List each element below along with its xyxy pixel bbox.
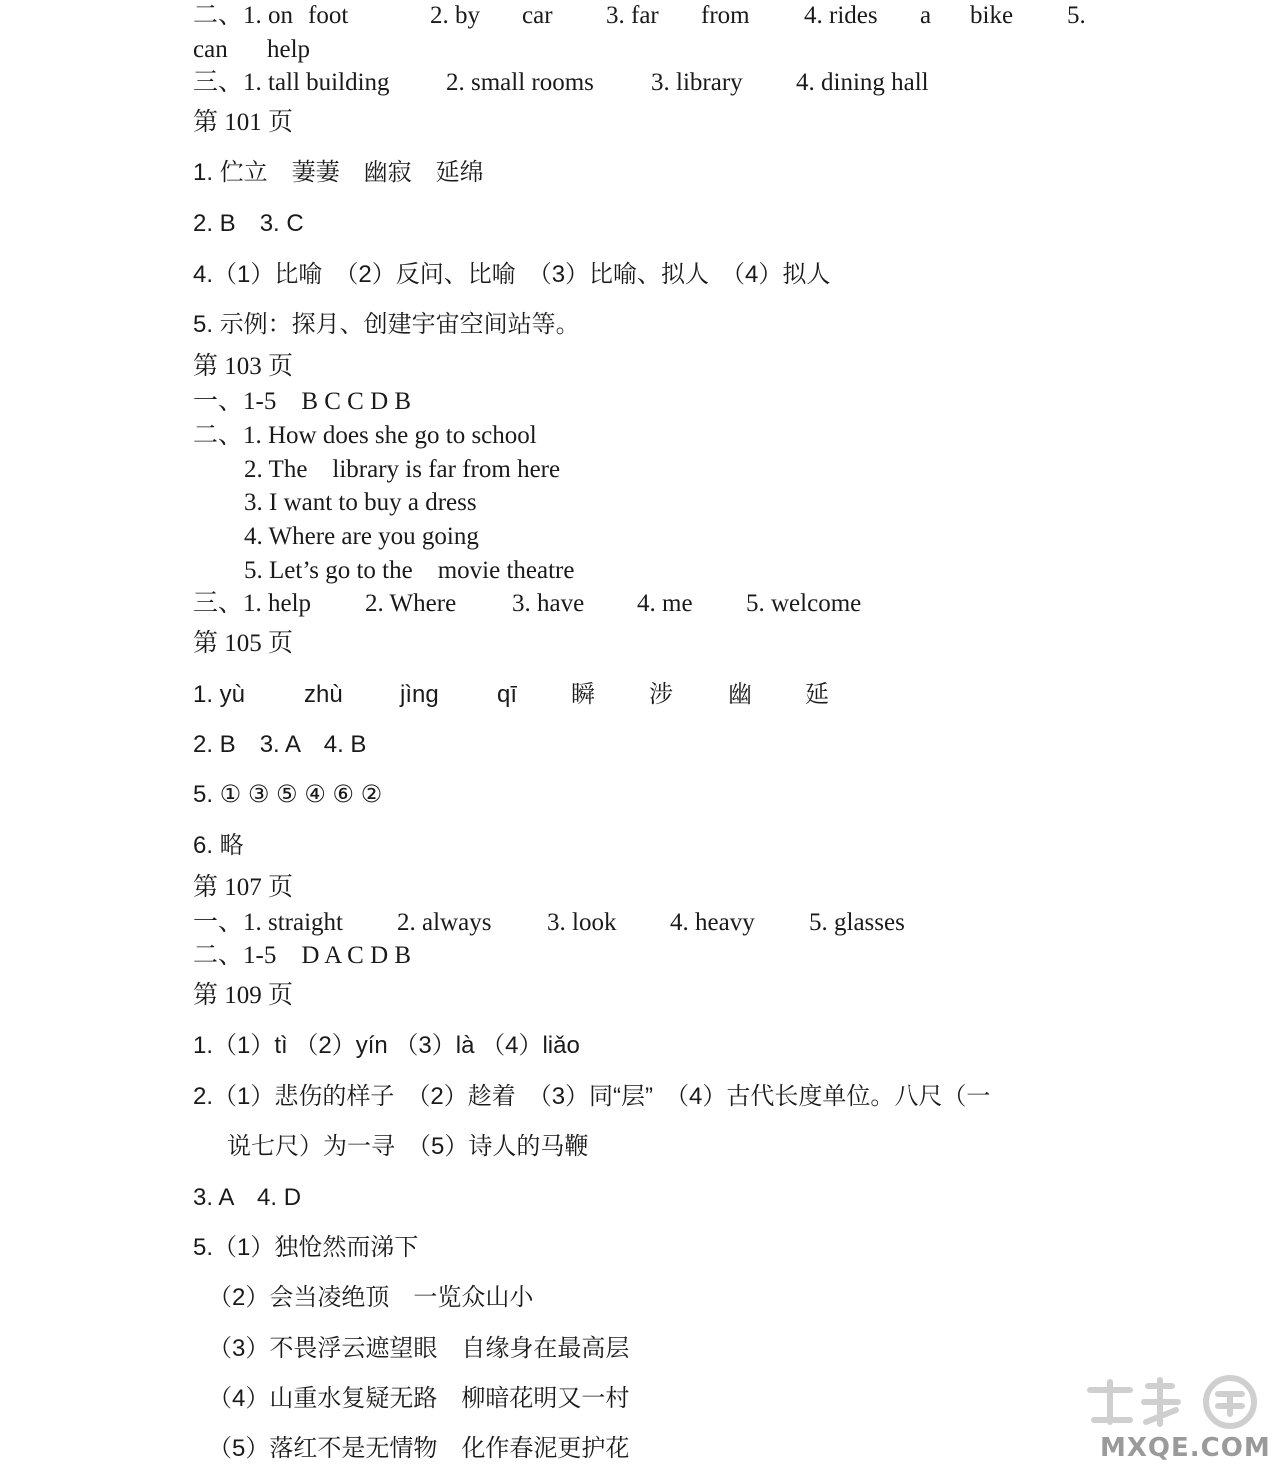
answer-text: 4. me xyxy=(637,590,693,617)
watermark-site-text: MXQE.COM xyxy=(1100,1433,1271,1463)
answer-text: 2. always xyxy=(397,909,492,936)
answer-line xyxy=(0,1135,1280,1165)
answer-text: 3. A 4. D xyxy=(193,1184,302,1211)
answer-text: 3. have xyxy=(512,590,585,617)
answer-text: 2. The library is far from here xyxy=(244,456,561,483)
answer-text: 三、1. help xyxy=(193,590,312,617)
answer-line xyxy=(0,457,1280,487)
answer-text: 三、1. tall building xyxy=(193,69,390,96)
answer-line xyxy=(0,1186,1280,1216)
answer-text: 4. dining hall xyxy=(796,69,929,96)
answer-line xyxy=(0,733,1280,763)
answer-line xyxy=(0,1236,1280,1266)
answer-text: 4. Where are you going xyxy=(244,523,479,550)
answer-text: 4.（1）比喻 （2）反问、比喻 （3）比喻、拟人 （4）拟人 xyxy=(193,261,831,288)
answer-line xyxy=(0,1034,1280,1064)
answer-line xyxy=(0,263,1280,293)
answer-text: car xyxy=(522,2,553,29)
answer-text: 1. 伫立 萋萋 幽寂 延绵 xyxy=(193,159,484,186)
answer-line xyxy=(0,313,1280,343)
answer-text: a xyxy=(920,2,932,29)
answer-text: 二、1-5 D A C D B xyxy=(193,942,412,969)
answer-text: 幽 xyxy=(728,681,752,708)
answer-line xyxy=(0,783,1280,813)
answer-text: （4）山重水复疑无路 柳暗花明又一村 xyxy=(208,1385,630,1412)
answer-line xyxy=(0,683,1280,713)
answer-text: 二、1. on xyxy=(193,2,294,29)
answer-line xyxy=(0,70,1280,100)
answer-line xyxy=(0,834,1280,864)
answer-text: can xyxy=(193,36,228,63)
answer-line xyxy=(0,983,1280,1013)
answer-text: 3. library xyxy=(651,69,743,96)
answer-text: 5. glasses xyxy=(809,909,905,936)
answer-text: 第 105 页 xyxy=(193,630,294,657)
answer-line xyxy=(0,389,1280,419)
answer-text: 2. small rooms xyxy=(446,69,594,96)
answer-line xyxy=(0,490,1280,520)
answer-text: 2. B 3. A 4. B xyxy=(193,731,367,758)
answer-text: bike xyxy=(970,2,1014,29)
answer-line xyxy=(0,631,1280,661)
answer-text: 1. yù xyxy=(193,681,246,708)
answer-text: （2）会当凌绝顶 一览众山小 xyxy=(208,1284,534,1311)
answer-text: 4. rides xyxy=(804,2,878,29)
answer-text: 5. xyxy=(1067,2,1086,29)
answer-text: 5. Let’s go to the movie theatre xyxy=(244,557,575,584)
answer-text: 2.（1）悲伤的样子 （2）趁着 （3）同“层” （4）古代长度单位。八尺（一 xyxy=(193,1083,991,1110)
answer-text: zhù xyxy=(304,681,343,708)
answer-text: 1.（1）tì （2）yín （3）là （4）liǎo xyxy=(193,1032,580,1059)
answer-text: 一、1-5 B C C D B xyxy=(193,388,412,415)
answer-text: 5. 示例：探月、创建宇宙空间站等。 xyxy=(193,311,580,338)
answer-line xyxy=(0,524,1280,554)
answer-text: 5.（1）独怆然而涕下 xyxy=(193,1234,419,1261)
answer-line xyxy=(0,591,1280,621)
answer-line xyxy=(0,1337,1280,1367)
answer-text: （3）不畏浮云遮望眼 自缘身在最高层 xyxy=(208,1335,630,1362)
answer-line xyxy=(0,558,1280,588)
answer-text: jìng xyxy=(400,681,439,708)
answer-text: 二、1. How does she go to school xyxy=(193,422,537,449)
answer-line xyxy=(0,1286,1280,1316)
answer-text: （5）落红不是无情物 化作春泥更护花 xyxy=(208,1435,630,1462)
answer-text: from xyxy=(701,2,750,29)
answer-line xyxy=(0,3,1280,33)
answer-line xyxy=(0,875,1280,905)
answer-text: 第 107 页 xyxy=(193,874,294,901)
answer-text: qī xyxy=(497,681,518,708)
answer-text: 第 103 页 xyxy=(193,353,294,380)
answer-line xyxy=(0,354,1280,384)
answer-text: 3. far xyxy=(606,2,659,29)
answer-text: 涉 xyxy=(649,681,673,708)
answer-line xyxy=(0,910,1280,940)
answer-text: help xyxy=(267,36,311,63)
answer-line xyxy=(0,212,1280,242)
answer-text: 4. heavy xyxy=(670,909,755,936)
answer-text: 延 xyxy=(805,681,829,708)
answer-text: 说七尺）为一寻 （5）诗人的马鞭 xyxy=(227,1133,589,1160)
answer-line xyxy=(0,110,1280,140)
answer-line xyxy=(0,943,1280,973)
answer-line xyxy=(0,1085,1280,1115)
answer-text: 第 101 页 xyxy=(193,109,294,136)
answer-text: 2. B 3. C xyxy=(193,210,304,237)
answer-line xyxy=(0,161,1280,191)
answer-text: 第 109 页 xyxy=(193,982,294,1009)
answer-text: 2. by xyxy=(430,2,480,29)
answer-text: foot xyxy=(308,2,349,29)
answer-text: 2. Where xyxy=(365,590,457,617)
answer-text: 3. I want to buy a dress xyxy=(244,489,477,516)
answer-text: 3. look xyxy=(547,909,617,936)
answer-text: 一、1. straight xyxy=(193,909,343,936)
answer-text: 6. 略 xyxy=(193,832,244,859)
answer-text: 5. ① ③ ⑤ ④ ⑥ ② xyxy=(193,781,383,808)
answer-text: 瞬 xyxy=(571,681,595,708)
answer-line xyxy=(0,423,1280,453)
answer-text: 5. welcome xyxy=(746,590,862,617)
answer-line xyxy=(0,37,1280,67)
